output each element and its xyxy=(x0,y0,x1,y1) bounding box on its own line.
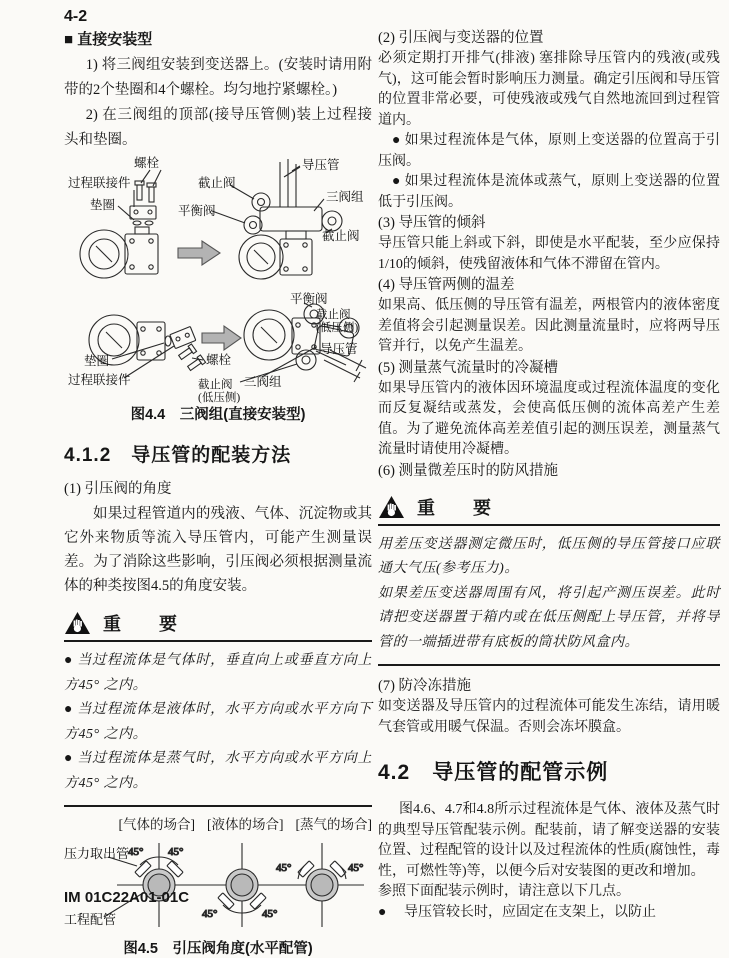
fig44-balance-top-label: 平衡阀 xyxy=(178,204,216,218)
fig45-angle-2a: 45° xyxy=(202,908,218,920)
important-left-title: 重 要 xyxy=(103,614,187,634)
fig44-connector-top-label: 过程联接件 xyxy=(68,176,131,190)
fig44-stop-bottom-b-label xyxy=(198,379,240,405)
fig44-stop-top-a-label: 截止阀 xyxy=(198,176,236,190)
figure-4-4-caption: 图4.4 三阀组(直接安装型) xyxy=(130,407,306,423)
important-hand-icon xyxy=(378,495,405,519)
fig44-stop-bottom-b-side: (低压侧) xyxy=(198,392,241,404)
right-column xyxy=(378,28,720,923)
important-left-body xyxy=(64,640,372,807)
fig45-angle-1b: 45° xyxy=(168,846,184,858)
fig45-pressure-tap-label: 压力取出管 xyxy=(64,846,130,861)
figure-4-5-caption: 图4.5 引压阀角度(水平配管) xyxy=(123,941,313,957)
fig45-angle-3a: 45° xyxy=(276,862,292,874)
sub-3-paragraph: 导压管只能上斜或下斜，即使是水平配装，至少应保持1/10的倾斜，使残留液体和气体不滞留在管内。 xyxy=(378,236,720,272)
important-right-body xyxy=(378,524,720,667)
sub-5-paragraph: 如果导压管内的液体因环境温度或过程流体温度的变化而反复凝结或蒸发，会使高低压侧的流体高差产生差值。为了避免流体高差差值引起的测压误差，测量蒸气流量时请使用冷凝槽。 xyxy=(378,380,720,457)
fig44-stop-bottom-b-text: 截止阀 xyxy=(198,379,233,391)
sub-2-paragraph: 必须定期打开排气(排液) 塞排除导压管内的残液(或残气)，这可能会暂时影响压力测量。确定引压阀和导压管的位置非常必要，可使残液或残气自然地流回到过程管道内。 xyxy=(378,51,720,128)
section-4-2-bullet: ● 导压管较长时，应固定在支架上，以防止 xyxy=(378,904,656,920)
fig45-case-labels xyxy=(64,813,372,833)
left-column xyxy=(64,0,372,958)
fig45-angle-1a: 45° xyxy=(128,846,144,858)
fig44-gasket-top-label: 垫圈 xyxy=(90,198,116,212)
sub-1-paragraph: 如果过程管道内的残液、气体、沉淀物或其它外来物质等流入导压管内，可能产生测量误差。为了消除这些影响，引压阀必须根据测量流体的种类按图4.5的角度安装。 xyxy=(64,506,372,594)
direct-mount-step1: 1) 将三阀组安装到变送器上。(安装时请用附带的2个垫圈和4个螺栓。均匀地拧紧螺栓。) xyxy=(64,57,372,98)
sub-2-heading: (2) 引压阀与变送器的位置 xyxy=(378,30,544,46)
sub-3-heading: (3) 导压管的倾斜 xyxy=(378,215,486,231)
fig44-manifold-top-label: 三阀组 xyxy=(326,190,364,204)
section-4-2-title: 4.2 导压管的配管示例 xyxy=(378,761,609,784)
bullet-liquid-position: ● 如果过程流体是流体或蒸气，原则上变送器的位置低于引压阀。 xyxy=(378,174,720,210)
important-left-header xyxy=(64,610,372,636)
section-4-2-paragraph-b: 参照下面配装示例时，请注意以下几点。 xyxy=(378,884,630,899)
fig44-manifold-bottom-label: 三阀组 xyxy=(244,375,282,389)
bullet-gas-position: ● 如果过程流体是气体，原则上变送器的位置高于引压阀。 xyxy=(378,133,720,169)
fig44-stop-bottom-a-label xyxy=(316,309,358,335)
sub-7-paragraph: 如变送器及导压管内的过程流体可能发生冻结，请用暖气套管或用暖气保温。否则会冻坏膜盒。 xyxy=(378,699,720,735)
fig44-connector-bottom-label: 过程联接件 xyxy=(68,373,131,387)
important-hand-icon xyxy=(64,611,91,635)
figure-4-5 xyxy=(64,835,372,935)
sub-4-paragraph: 如果高、低压侧的导压管有温差，两根管内的液体密度差值将会引起测量误差。因此测量流量时，应将两导压管并行，以免产生温差。 xyxy=(378,298,720,354)
case-liquid-label: [液体的场合] xyxy=(207,817,284,832)
important-right-line-1: 用差压变送器测定微压时，低压侧的导压管接口应联通大气压(参考压力)。 xyxy=(378,536,720,576)
fig44-bolt-bottom-label: 螺栓 xyxy=(206,353,232,367)
sub-4-heading: (4) 导压管两侧的温差 xyxy=(378,277,515,293)
fig45-angle-2b: 45° xyxy=(262,908,278,920)
case-steam-label: [蒸气的场合] xyxy=(295,817,372,832)
sub-6-heading: (6) 测量微差压时的防风措施 xyxy=(378,462,559,479)
sub-5-heading: (5) 测量蒸气流量时的冷凝槽 xyxy=(378,359,559,376)
important-left-bullet-gas: ● 当过程流体是气体时，垂直向上或垂直方向上方45° 之内。 xyxy=(64,653,372,693)
important-left-bullet-steam: ● 当过程流体是蒸气时，水平方向或水平方向上方45° 之内。 xyxy=(64,751,372,791)
fig44-balance-bottom-label: 平衡阀 xyxy=(290,292,328,306)
figure-4-4 xyxy=(64,156,372,404)
important-right-title: 重 要 xyxy=(417,497,501,518)
important-left-bullet-liquid: ● 当过程流体是液体时，水平方向或水平方向下方45° 之内。 xyxy=(64,702,372,742)
fig45-angle-3b: 45° xyxy=(348,862,364,874)
important-box-left xyxy=(64,610,372,807)
fig44-gasket-bottom-label: 垫圈 xyxy=(84,354,110,368)
fig44-pipe-bottom-label: 导压管 xyxy=(320,342,358,356)
direct-mount-heading: ■ 直接安装型 xyxy=(64,31,153,48)
important-right-header xyxy=(378,494,720,520)
section-4-2-paragraph-a: 图4.6、4.7和4.8所示过程流体是气体、液体及蒸气时的典型导压管配装示例。配装前，请了解变送器的安装位置、过程配管的设计以及过程流体的性质(腐蚀性，毒性，可燃性等)等，以便今后对安装图的更改和增加。 xyxy=(378,802,720,879)
direct-mount-step2: 2) 在三阀组的顶部(接导压管侧)装上过程接头和垫圈。 xyxy=(64,107,372,148)
sub-7-heading: (7) 防冷冻措施 xyxy=(378,678,472,694)
page-number: 4-2 xyxy=(64,8,88,25)
fig44-stop-bottom-a-side: (低压侧) xyxy=(316,322,359,334)
case-gas-label: [气体的场合] xyxy=(118,817,195,832)
fig45-process-pipe-label: 工程配管 xyxy=(64,912,117,927)
important-right-line-2: 如果差压变送器周围有风，将引起产测压误差。此时请把变送器置于箱内或在低压侧配上导压管，并将导管的一端插进带有底板的筒状防风盒内。 xyxy=(378,585,720,650)
fig44-stop-top-b-label: 截止阀 xyxy=(322,229,360,243)
fig44-pipe-top-label: 导压管 xyxy=(302,158,340,172)
section-4-1-2-title: 4.1.2 导压管的配装方法 xyxy=(64,445,292,466)
fig44-bolt-top-label: 螺栓 xyxy=(134,156,160,170)
document-code: IM 01C22A01-01C xyxy=(64,889,190,906)
sub-1-heading: (1) 引压阀的角度 xyxy=(64,481,172,497)
important-box-right xyxy=(378,494,720,667)
fig44-stop-bottom-a-text: 截止阀 xyxy=(316,309,351,321)
